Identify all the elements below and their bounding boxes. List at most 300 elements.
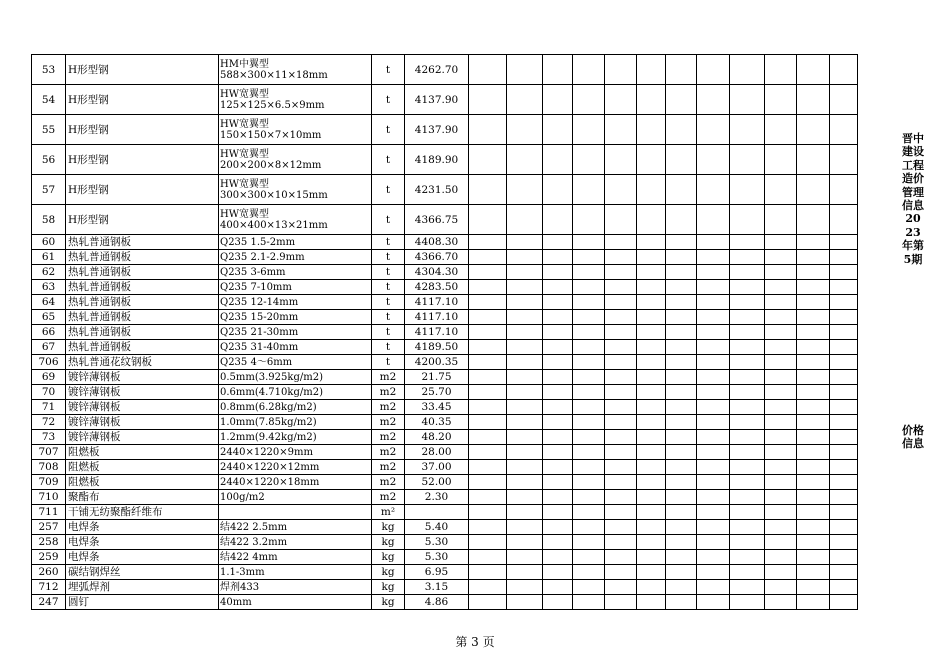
- item-unit: kg: [372, 550, 405, 565]
- empty-cell: [543, 295, 573, 310]
- spec-line: 结422 3.2mm: [220, 536, 288, 548]
- empty-cell: [637, 235, 666, 250]
- item-name: 电焊条: [66, 550, 219, 565]
- empty-cell: [666, 205, 697, 235]
- empty-cell: [605, 550, 637, 565]
- item-unit: m2: [372, 400, 405, 415]
- empty-cell: [605, 295, 637, 310]
- empty-cell: [830, 445, 858, 460]
- item-spec: [219, 475, 372, 490]
- item-price: 2.30: [405, 490, 469, 505]
- item-price: 4189.90: [405, 145, 469, 175]
- page-footer: 第 3 页: [455, 635, 495, 649]
- empty-cell: [605, 235, 637, 250]
- item-price: 52.00: [405, 475, 469, 490]
- empty-cell: [573, 580, 605, 595]
- empty-cell: [469, 565, 507, 580]
- empty-cell: [797, 310, 830, 325]
- table-row: [32, 505, 858, 520]
- empty-cell: [697, 490, 730, 505]
- spec-line: 40mm: [220, 596, 252, 608]
- item-spec: [219, 55, 372, 85]
- empty-cell: [666, 580, 697, 595]
- spec-line: HW宽翼型: [220, 178, 269, 190]
- spec-line: 1.0mm(7.85kg/m2): [220, 416, 317, 428]
- item-name: H形型钢: [66, 115, 219, 145]
- empty-cell: [666, 295, 697, 310]
- empty-cell: [543, 175, 573, 205]
- item-number: 259: [32, 550, 66, 565]
- item-unit: kg: [372, 535, 405, 550]
- empty-cell: [697, 565, 730, 580]
- empty-cell: [765, 445, 797, 460]
- empty-cell: [797, 295, 830, 310]
- item-price: 4408.30: [405, 235, 469, 250]
- empty-cell: [469, 385, 507, 400]
- empty-cell: [573, 265, 605, 280]
- empty-cell: [697, 325, 730, 340]
- empty-cell: [730, 205, 765, 235]
- empty-cell: [830, 565, 858, 580]
- table-row: [32, 460, 858, 475]
- item-unit: kg: [372, 580, 405, 595]
- empty-cell: [469, 235, 507, 250]
- empty-cell: [573, 595, 605, 610]
- empty-cell: [666, 415, 697, 430]
- item-price: 4304.30: [405, 265, 469, 280]
- empty-cell: [469, 55, 507, 85]
- item-number: 260: [32, 565, 66, 580]
- empty-cell: [543, 565, 573, 580]
- empty-cell: [637, 520, 666, 535]
- empty-cell: [797, 55, 830, 85]
- empty-cell: [507, 310, 543, 325]
- empty-cell: [543, 55, 573, 85]
- empty-cell: [730, 250, 765, 265]
- empty-cell: [797, 505, 830, 520]
- spec-line: 588×300×11×18mm: [220, 69, 328, 81]
- table-row: [32, 490, 858, 505]
- table-row: [32, 415, 858, 430]
- empty-cell: [573, 445, 605, 460]
- empty-cell: [605, 475, 637, 490]
- item-unit: t: [372, 265, 405, 280]
- item-spec: [219, 535, 372, 550]
- empty-cell: [666, 280, 697, 295]
- item-number: 63: [32, 280, 66, 295]
- item-number: 55: [32, 115, 66, 145]
- item-unit: t: [372, 340, 405, 355]
- empty-cell: [765, 250, 797, 265]
- empty-cell: [765, 235, 797, 250]
- empty-cell: [637, 340, 666, 355]
- table-row: [32, 145, 858, 175]
- item-name: 热轧普通钢板: [66, 235, 219, 250]
- empty-cell: [666, 250, 697, 265]
- spec-line: 2440×1220×9mm: [220, 446, 313, 458]
- table-row: [32, 205, 858, 235]
- empty-cell: [507, 370, 543, 385]
- empty-cell: [637, 355, 666, 370]
- empty-cell: [830, 595, 858, 610]
- empty-cell: [469, 520, 507, 535]
- spec-line: 0.6mm(4.710kg/m2): [220, 386, 323, 398]
- empty-cell: [830, 265, 858, 280]
- item-name: 热轧普通钢板: [66, 250, 219, 265]
- empty-cell: [469, 85, 507, 115]
- empty-cell: [469, 145, 507, 175]
- empty-cell: [730, 310, 765, 325]
- empty-cell: [573, 325, 605, 340]
- empty-cell: [543, 325, 573, 340]
- empty-cell: [637, 535, 666, 550]
- empty-cell: [573, 535, 605, 550]
- empty-cell: [730, 280, 765, 295]
- spec-line: 200×200×8×12mm: [220, 159, 322, 171]
- item-number: 57: [32, 175, 66, 205]
- spec-line: 400×400×13×21mm: [220, 219, 328, 231]
- item-price: 48.20: [405, 430, 469, 445]
- spec-line: 1.1-3mm: [220, 566, 265, 578]
- empty-cell: [697, 310, 730, 325]
- empty-cell: [605, 85, 637, 115]
- empty-cell: [543, 205, 573, 235]
- item-unit: kg: [372, 520, 405, 535]
- empty-cell: [507, 115, 543, 145]
- empty-cell: [573, 460, 605, 475]
- empty-cell: [797, 535, 830, 550]
- item-unit: m2: [372, 445, 405, 460]
- empty-cell: [573, 565, 605, 580]
- empty-cell: [730, 55, 765, 85]
- item-price: 28.00: [405, 445, 469, 460]
- empty-cell: [666, 490, 697, 505]
- empty-cell: [830, 355, 858, 370]
- empty-cell: [469, 115, 507, 145]
- item-number: 247: [32, 595, 66, 610]
- empty-cell: [605, 370, 637, 385]
- item-spec: [219, 250, 372, 265]
- item-price: 4231.50: [405, 175, 469, 205]
- empty-cell: [730, 400, 765, 415]
- empty-cell: [797, 175, 830, 205]
- empty-cell: [543, 235, 573, 250]
- empty-cell: [469, 265, 507, 280]
- empty-cell: [507, 565, 543, 580]
- empty-cell: [605, 205, 637, 235]
- empty-cell: [830, 415, 858, 430]
- item-name: 热轧普通钢板: [66, 295, 219, 310]
- empty-cell: [730, 115, 765, 145]
- empty-cell: [765, 115, 797, 145]
- spec-line: Q235 7-10mm: [220, 281, 292, 293]
- empty-cell: [765, 565, 797, 580]
- item-name: 热轧普通花纹钢板: [66, 355, 219, 370]
- table-row: [32, 310, 858, 325]
- empty-cell: [605, 520, 637, 535]
- empty-cell: [469, 415, 507, 430]
- empty-cell: [637, 325, 666, 340]
- empty-cell: [697, 340, 730, 355]
- empty-cell: [605, 490, 637, 505]
- item-name: 镀锌薄钢板: [66, 370, 219, 385]
- empty-cell: [605, 115, 637, 145]
- empty-cell: [507, 295, 543, 310]
- empty-cell: [830, 340, 858, 355]
- empty-cell: [730, 385, 765, 400]
- empty-cell: [543, 550, 573, 565]
- item-unit: t: [372, 295, 405, 310]
- item-price: 4117.10: [405, 295, 469, 310]
- empty-cell: [469, 250, 507, 265]
- empty-cell: [830, 475, 858, 490]
- empty-cell: [830, 55, 858, 85]
- spec-line: Q235 21-30mm: [220, 326, 299, 338]
- item-number: 65: [32, 310, 66, 325]
- item-unit: t: [372, 175, 405, 205]
- item-unit: m2: [372, 415, 405, 430]
- empty-cell: [666, 55, 697, 85]
- empty-cell: [666, 550, 697, 565]
- spec-line: HW宽翼型: [220, 208, 269, 220]
- empty-cell: [797, 250, 830, 265]
- empty-cell: [543, 340, 573, 355]
- item-unit: t: [372, 235, 405, 250]
- table-row: [32, 235, 858, 250]
- item-unit: kg: [372, 595, 405, 610]
- item-number: 73: [32, 430, 66, 445]
- empty-cell: [543, 145, 573, 175]
- item-name: H形型钢: [66, 145, 219, 175]
- empty-cell: [666, 460, 697, 475]
- empty-cell: [765, 520, 797, 535]
- item-name: 阻燃板: [66, 445, 219, 460]
- item-unit: m2: [372, 430, 405, 445]
- item-price: 37.00: [405, 460, 469, 475]
- item-unit: t: [372, 280, 405, 295]
- empty-cell: [730, 490, 765, 505]
- item-unit: m2: [372, 475, 405, 490]
- empty-cell: [666, 355, 697, 370]
- empty-cell: [765, 595, 797, 610]
- empty-cell: [765, 310, 797, 325]
- empty-cell: [637, 490, 666, 505]
- empty-cell: [697, 250, 730, 265]
- empty-cell: [637, 580, 666, 595]
- item-spec: [219, 295, 372, 310]
- item-spec: [219, 325, 372, 340]
- empty-cell: [765, 145, 797, 175]
- empty-cell: [543, 385, 573, 400]
- empty-cell: [469, 445, 507, 460]
- side-subtitle: 价格信息: [902, 424, 924, 451]
- empty-cell: [697, 520, 730, 535]
- item-spec: [219, 370, 372, 385]
- spec-line: 2440×1220×12mm: [220, 461, 320, 473]
- empty-cell: [697, 595, 730, 610]
- item-price: 33.45: [405, 400, 469, 415]
- empty-cell: [637, 115, 666, 145]
- item-spec: [219, 550, 372, 565]
- empty-cell: [605, 325, 637, 340]
- empty-cell: [637, 250, 666, 265]
- empty-cell: [797, 580, 830, 595]
- empty-cell: [730, 550, 765, 565]
- empty-cell: [573, 505, 605, 520]
- item-number: 58: [32, 205, 66, 235]
- spec-line: 结422 4mm: [220, 551, 278, 563]
- empty-cell: [469, 280, 507, 295]
- empty-cell: [797, 595, 830, 610]
- item-price: [405, 505, 469, 520]
- empty-cell: [507, 175, 543, 205]
- item-number: 710: [32, 490, 66, 505]
- item-spec: [219, 460, 372, 475]
- empty-cell: [605, 565, 637, 580]
- item-price: 5.30: [405, 550, 469, 565]
- empty-cell: [830, 175, 858, 205]
- empty-cell: [697, 445, 730, 460]
- empty-cell: [697, 265, 730, 280]
- empty-cell: [573, 310, 605, 325]
- empty-cell: [637, 595, 666, 610]
- spec-line: 125×125×6.5×9mm: [220, 99, 325, 111]
- empty-cell: [666, 175, 697, 205]
- item-spec: [219, 85, 372, 115]
- empty-cell: [730, 505, 765, 520]
- empty-cell: [605, 310, 637, 325]
- empty-cell: [605, 145, 637, 175]
- spec-line: 1.2mm(9.42kg/m2): [220, 431, 317, 443]
- empty-cell: [666, 385, 697, 400]
- empty-cell: [605, 460, 637, 475]
- item-name: 热轧普通钢板: [66, 325, 219, 340]
- empty-cell: [637, 205, 666, 235]
- empty-cell: [573, 235, 605, 250]
- empty-cell: [697, 385, 730, 400]
- empty-cell: [469, 325, 507, 340]
- empty-cell: [469, 595, 507, 610]
- empty-cell: [605, 595, 637, 610]
- item-number: 707: [32, 445, 66, 460]
- item-price: 25.70: [405, 385, 469, 400]
- table-row: [32, 595, 858, 610]
- empty-cell: [765, 355, 797, 370]
- empty-cell: [730, 595, 765, 610]
- empty-cell: [730, 175, 765, 205]
- item-number: 257: [32, 520, 66, 535]
- spec-line: Q235 12-14mm: [220, 296, 299, 308]
- item-number: 708: [32, 460, 66, 475]
- empty-cell: [666, 595, 697, 610]
- empty-cell: [469, 580, 507, 595]
- empty-cell: [666, 505, 697, 520]
- table-body: [32, 55, 858, 610]
- spec-line: 0.8mm(6.28kg/m2): [220, 401, 317, 413]
- empty-cell: [797, 145, 830, 175]
- empty-cell: [797, 340, 830, 355]
- item-number: 53: [32, 55, 66, 85]
- spec-line: Q235 31-40mm: [220, 341, 299, 353]
- empty-cell: [666, 310, 697, 325]
- empty-cell: [830, 505, 858, 520]
- table-row: [32, 85, 858, 115]
- spec-line: 300×300×10×15mm: [220, 189, 328, 201]
- empty-cell: [830, 235, 858, 250]
- table-row: [32, 430, 858, 445]
- empty-cell: [543, 580, 573, 595]
- empty-cell: [507, 400, 543, 415]
- empty-cell: [507, 145, 543, 175]
- table-row: [32, 250, 858, 265]
- empty-cell: [797, 265, 830, 280]
- empty-cell: [605, 535, 637, 550]
- item-spec: [219, 430, 372, 445]
- empty-cell: [507, 475, 543, 490]
- table-row: [32, 535, 858, 550]
- item-name: 热轧普通钢板: [66, 310, 219, 325]
- item-spec: [219, 595, 372, 610]
- table-row: [32, 340, 858, 355]
- empty-cell: [697, 535, 730, 550]
- empty-cell: [797, 475, 830, 490]
- empty-cell: [666, 475, 697, 490]
- item-unit: t: [372, 205, 405, 235]
- empty-cell: [797, 85, 830, 115]
- empty-cell: [507, 250, 543, 265]
- spec-line: Q235 3-6mm: [220, 266, 286, 278]
- item-spec: [219, 235, 372, 250]
- item-unit: m2: [372, 460, 405, 475]
- empty-cell: [507, 355, 543, 370]
- empty-cell: [697, 460, 730, 475]
- empty-cell: [830, 325, 858, 340]
- empty-cell: [507, 205, 543, 235]
- empty-cell: [543, 355, 573, 370]
- item-spec: [219, 385, 372, 400]
- empty-cell: [830, 295, 858, 310]
- empty-cell: [637, 280, 666, 295]
- empty-cell: [666, 520, 697, 535]
- empty-cell: [605, 250, 637, 265]
- empty-cell: [507, 580, 543, 595]
- empty-cell: [697, 580, 730, 595]
- empty-cell: [666, 115, 697, 145]
- empty-cell: [507, 265, 543, 280]
- item-unit: t: [372, 325, 405, 340]
- empty-cell: [730, 325, 765, 340]
- empty-cell: [637, 475, 666, 490]
- item-name: 热轧普通钢板: [66, 340, 219, 355]
- empty-cell: [543, 430, 573, 445]
- empty-cell: [637, 445, 666, 460]
- empty-cell: [469, 175, 507, 205]
- empty-cell: [469, 475, 507, 490]
- empty-cell: [830, 205, 858, 235]
- item-price: 4137.90: [405, 115, 469, 145]
- item-unit: t: [372, 145, 405, 175]
- item-name: 热轧普通钢板: [66, 265, 219, 280]
- spec-line: Q235 2.1-2.9mm: [220, 251, 305, 263]
- empty-cell: [697, 505, 730, 520]
- empty-cell: [637, 265, 666, 280]
- table-row: [32, 400, 858, 415]
- spec-line: 150×150×7×10mm: [220, 129, 322, 141]
- table-row: [32, 295, 858, 310]
- empty-cell: [605, 355, 637, 370]
- empty-cell: [765, 385, 797, 400]
- item-name: H形型钢: [66, 205, 219, 235]
